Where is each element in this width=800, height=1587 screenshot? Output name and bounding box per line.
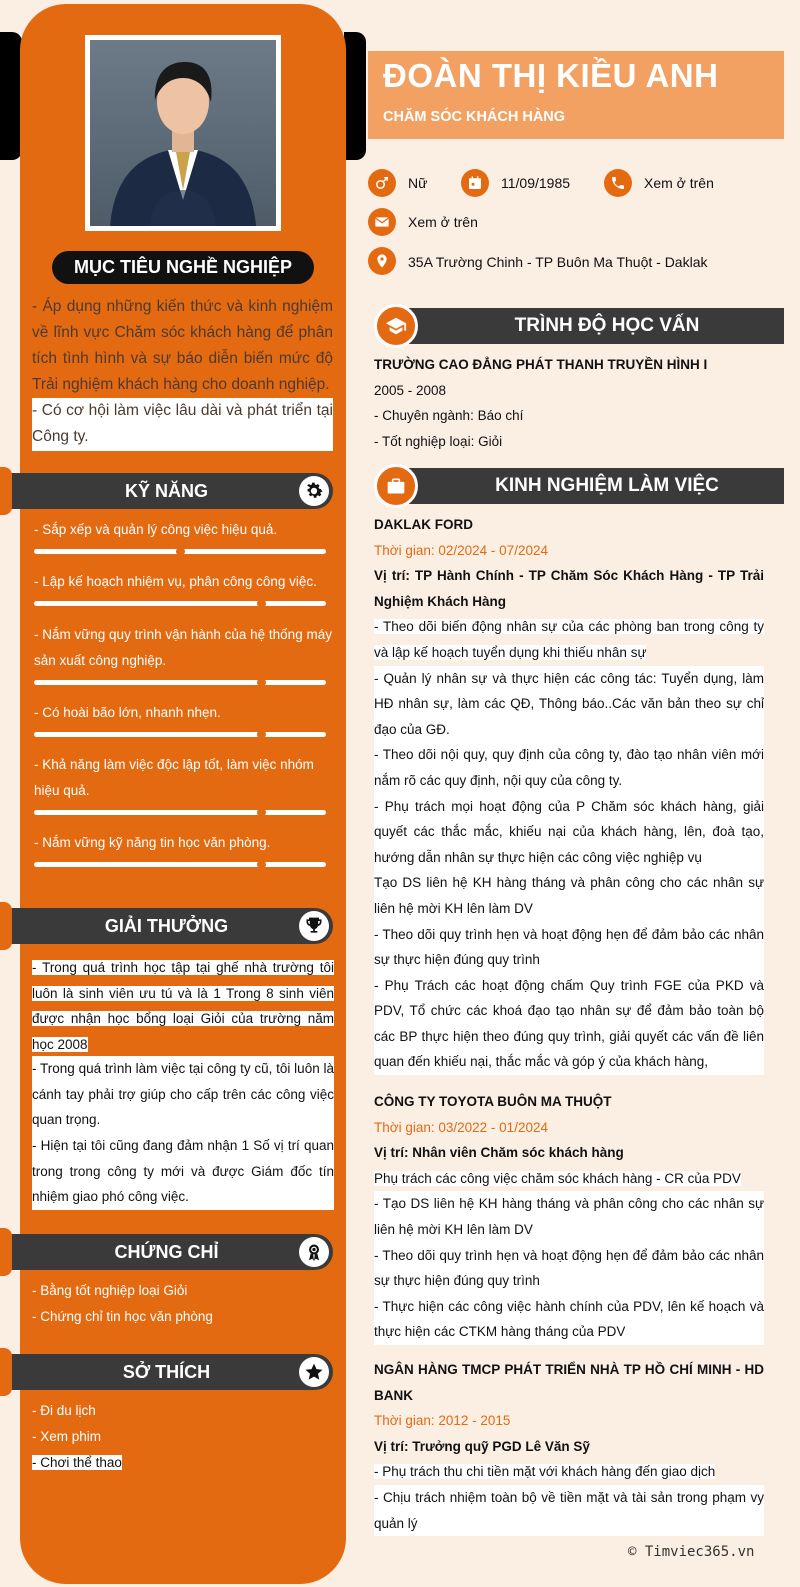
job-period: Thời gian: 2012 - 2015	[374, 1413, 511, 1429]
awards-header	[0, 908, 333, 944]
experience-job-1	[374, 512, 764, 1075]
email-icon	[368, 208, 396, 236]
job-period: Thời gian: 03/2022 - 01/2024	[374, 1119, 548, 1135]
experience-title: KINH NGHIỆM LÀM VIỆC	[495, 475, 719, 496]
skills-title: KỸ NĂNG	[124, 481, 208, 501]
job-duty: - Theo dõi quy trình hẹn và hoạt động hẹn để đảm bảo các nhân sự thực hiện đúng quy trình	[374, 922, 764, 973]
hobbies-title: SỞ THÍCH	[122, 1362, 211, 1382]
job-duty: - Theo dõi biến động nhân sự của các phòng ban trong công ty và lập kế hoạch tuyển dụng khi thiếu nhân sự	[374, 619, 764, 660]
job-duty: - Phụ trách thu chi tiền mặt với khách hàng đến giao dịch	[374, 1464, 716, 1480]
company-name: DAKLAK FORD	[374, 517, 473, 532]
skill-item: - Lập kế hoạch nhiệm vụ, phân công công việc.	[34, 574, 317, 589]
education-grade: - Tốt nghiệp loại: Giỏi	[374, 433, 503, 449]
award-item-2: - Trong quá trình làm việc tại công ty cũ, tôi luôn là cánh tay phải trợ giúp cho cấp trên các công việc quan trọng.	[32, 1056, 334, 1133]
award-item-1: - Trong quá trình học tập tại ghế nhà trường tôi luôn là sinh viên ưu tú và là 1 Trong 8 sinh viên được nhận học bổng loại Giỏi của trường năm học 2008	[32, 960, 334, 1052]
skill-level-bar	[34, 549, 326, 554]
job-role: Vị trí: Nhân viên Chăm sóc khách hàng	[374, 1145, 624, 1161]
objective-paragraph-2: - Có cơ hội làm việc lâu dài và phát triển tại Công ty.	[32, 398, 333, 451]
full-name: ĐOÀN THỊ KIỀU ANH	[383, 57, 719, 94]
hobby-item: - Xem phim	[32, 1429, 102, 1444]
birthdate-value: 11/09/1985	[501, 175, 571, 191]
gear-icon	[299, 476, 329, 506]
medal-icon	[299, 1237, 329, 1267]
hobby-item: - Đi du lịch	[32, 1403, 96, 1418]
skill-level-bar	[34, 810, 326, 815]
address-value: 35A Trường Chinh - TP Buôn Ma Thuột - Daklak	[408, 254, 708, 270]
objective-title: MỤC TIÊU NGHỀ NGHIỆP	[52, 251, 314, 284]
skill-item: - Nắm vững quy trình vận hành của hệ thống máy sản xuất công nghiệp.	[34, 627, 332, 668]
skill-item: - Có hoài bão lớn, nhanh nhẹn.	[34, 705, 221, 720]
education-title: TRÌNH ĐỘ HỌC VẤN	[514, 315, 700, 336]
education-major: - Chuyên ngành: Báo chí	[374, 408, 524, 424]
company-name: CÔNG TY TOYOTA BUÔN MA THUỘT	[374, 1094, 612, 1109]
certificates-title: CHỨNG CHỈ	[114, 1242, 219, 1262]
decorative-tab-left	[0, 32, 22, 160]
job-duty: - Thực hiện các công việc hành chính của PDV, lên kế hoạch và thực hiện các CTKM hàng tháng của PDV	[374, 1294, 764, 1345]
hobbies-header	[0, 1354, 333, 1390]
phone-value: Xem ở trên	[644, 175, 714, 191]
job-title: CHĂM SÓC KHÁCH HÀNG	[383, 109, 566, 125]
experience-header	[370, 464, 784, 510]
awards-title: GIẢI THƯỞNG	[104, 916, 229, 936]
job-role: Vị trí: TP Hành Chính - TP Chăm Sóc Khách Hàng - TP Trải Nghiệm Khách Hàng	[374, 568, 764, 609]
education-details	[374, 352, 764, 454]
skill-item: - Nắm vững kỹ năng tin học văn phòng.	[34, 835, 271, 850]
job-duty: - Theo dõi quy trình hẹn và hoạt động hẹn để đảm bảo các nhân sự thực hiện đúng quy trình	[374, 1243, 764, 1294]
education-header	[370, 304, 784, 350]
school-name: TRƯỜNG CAO ĐẲNG PHÁT THANH TRUYỀN HÌNH I	[374, 357, 708, 372]
job-duty: - Theo dõi nội quy, quy định của công ty, đào tạo nhân viên mới nắm rõ các quy định, nội quy của công ty.	[374, 742, 764, 793]
certificate-item: - Bằng tốt nghiệp loại Giỏi	[32, 1283, 188, 1298]
skill-level-knob	[176, 547, 185, 556]
job-duty: - Phụ trách mọi hoạt động của P Chăm sóc khách hàng, giải quyết các thắc mắc, khiếu nại của khách hàng, lên, đoà tạo, hướng dẫn nhân sự thực hiện các công việc nghiệp vụ	[374, 794, 764, 871]
education-years: 2005 - 2008	[374, 382, 447, 398]
company-name: NGÂN HÀNG TMCP PHÁT TRIỂN NHÀ TP HỒ CHÍ MINH - HD BANK	[374, 1362, 764, 1403]
skill-item: - Khả năng làm việc độc lập tốt, làm việc nhóm hiệu quả.	[34, 757, 314, 798]
job-role: Vị trí: Trưởng quỹ PGD Lê Văn Sỹ	[374, 1438, 590, 1454]
skill-level-bar	[34, 601, 326, 606]
certificate-item: - Chứng chỉ tin học văn phòng	[32, 1309, 213, 1324]
experience-job-2	[374, 1089, 764, 1345]
footer-credit: © Timviec365.vn	[628, 1544, 755, 1560]
experience-job-3	[374, 1357, 764, 1536]
job-duty: - Quản lý nhân sự và thực hiện các công tác: Tuyển dụng, làm HĐ nhân sự, làm các QĐ, Thông báo..Các văn bản theo sự chỉ đạo của GĐ.	[374, 666, 764, 743]
decorative-tab-middle	[344, 32, 366, 160]
job-duty: - Tạo DS liên hệ KH hàng tháng và phân công cho các nhân sự liên hệ mời KH lên làm DV	[374, 1191, 764, 1242]
skill-item: - Sắp xếp và quản lý công việc hiệu quả.	[34, 522, 278, 537]
profile-photo	[85, 35, 281, 231]
award-item-3: - Hiện tại tôi cũng đang đảm nhận 1 Số vị trí quan trong trong công ty mới và được Giám đốc tín nhiệm giao phó công việc.	[32, 1133, 334, 1210]
graduation-cap-icon	[374, 304, 418, 348]
hobby-item: - Chơi thể thao	[32, 1455, 122, 1470]
job-duty: - Phụ Trách các hoạt động chấm Quy trình FGE của PKD và PDV, Tổ chức các khoá đạo tạo nhân sự để đảm bảo toàn bộ các BP thực hiện theo đúng quy trình, giải quyết các vấn đề liên quan đến khiếu nại, thắc mắc và góp ý của khách hàng,	[374, 973, 764, 1075]
name-banner	[368, 51, 784, 139]
location-icon	[368, 247, 396, 275]
skill-level-bar	[34, 680, 326, 685]
star-icon	[299, 1357, 329, 1387]
job-duty: Phụ trách các công việc chăm sóc khách hàng - CR của PDV	[374, 1170, 741, 1186]
skill-level-bar	[34, 732, 326, 737]
phone-icon	[604, 169, 632, 197]
skills-header	[0, 473, 333, 509]
certificates-header	[0, 1234, 333, 1270]
email-value: Xem ở trên	[408, 214, 478, 230]
job-duty: Tạo DS liên hệ KH hàng tháng và phân công cho các nhân sự liên hệ mời KH lên làm DV	[374, 870, 764, 921]
skill-level-bar	[34, 862, 326, 867]
calendar-icon	[461, 169, 489, 197]
job-duty: - Chịu trách nhiệm toàn bộ về tiền mặt và tài sản trong phạm vy quản lý	[374, 1485, 764, 1536]
job-period: Thời gian: 02/2024 - 07/2024	[374, 542, 548, 558]
objective-paragraph-1: - Áp dụng những kiến thức và kinh nghiệm về lĩnh vực Chăm sóc khách hàng để phân tích tình hình và sự báo diễn biến mức độ Trải nghiệm khách hàng cho doanh nghiệp.	[32, 298, 333, 393]
gender-value: Nữ	[408, 175, 428, 191]
gender-icon	[368, 169, 396, 197]
briefcase-icon	[374, 464, 418, 508]
trophy-icon	[299, 911, 329, 941]
